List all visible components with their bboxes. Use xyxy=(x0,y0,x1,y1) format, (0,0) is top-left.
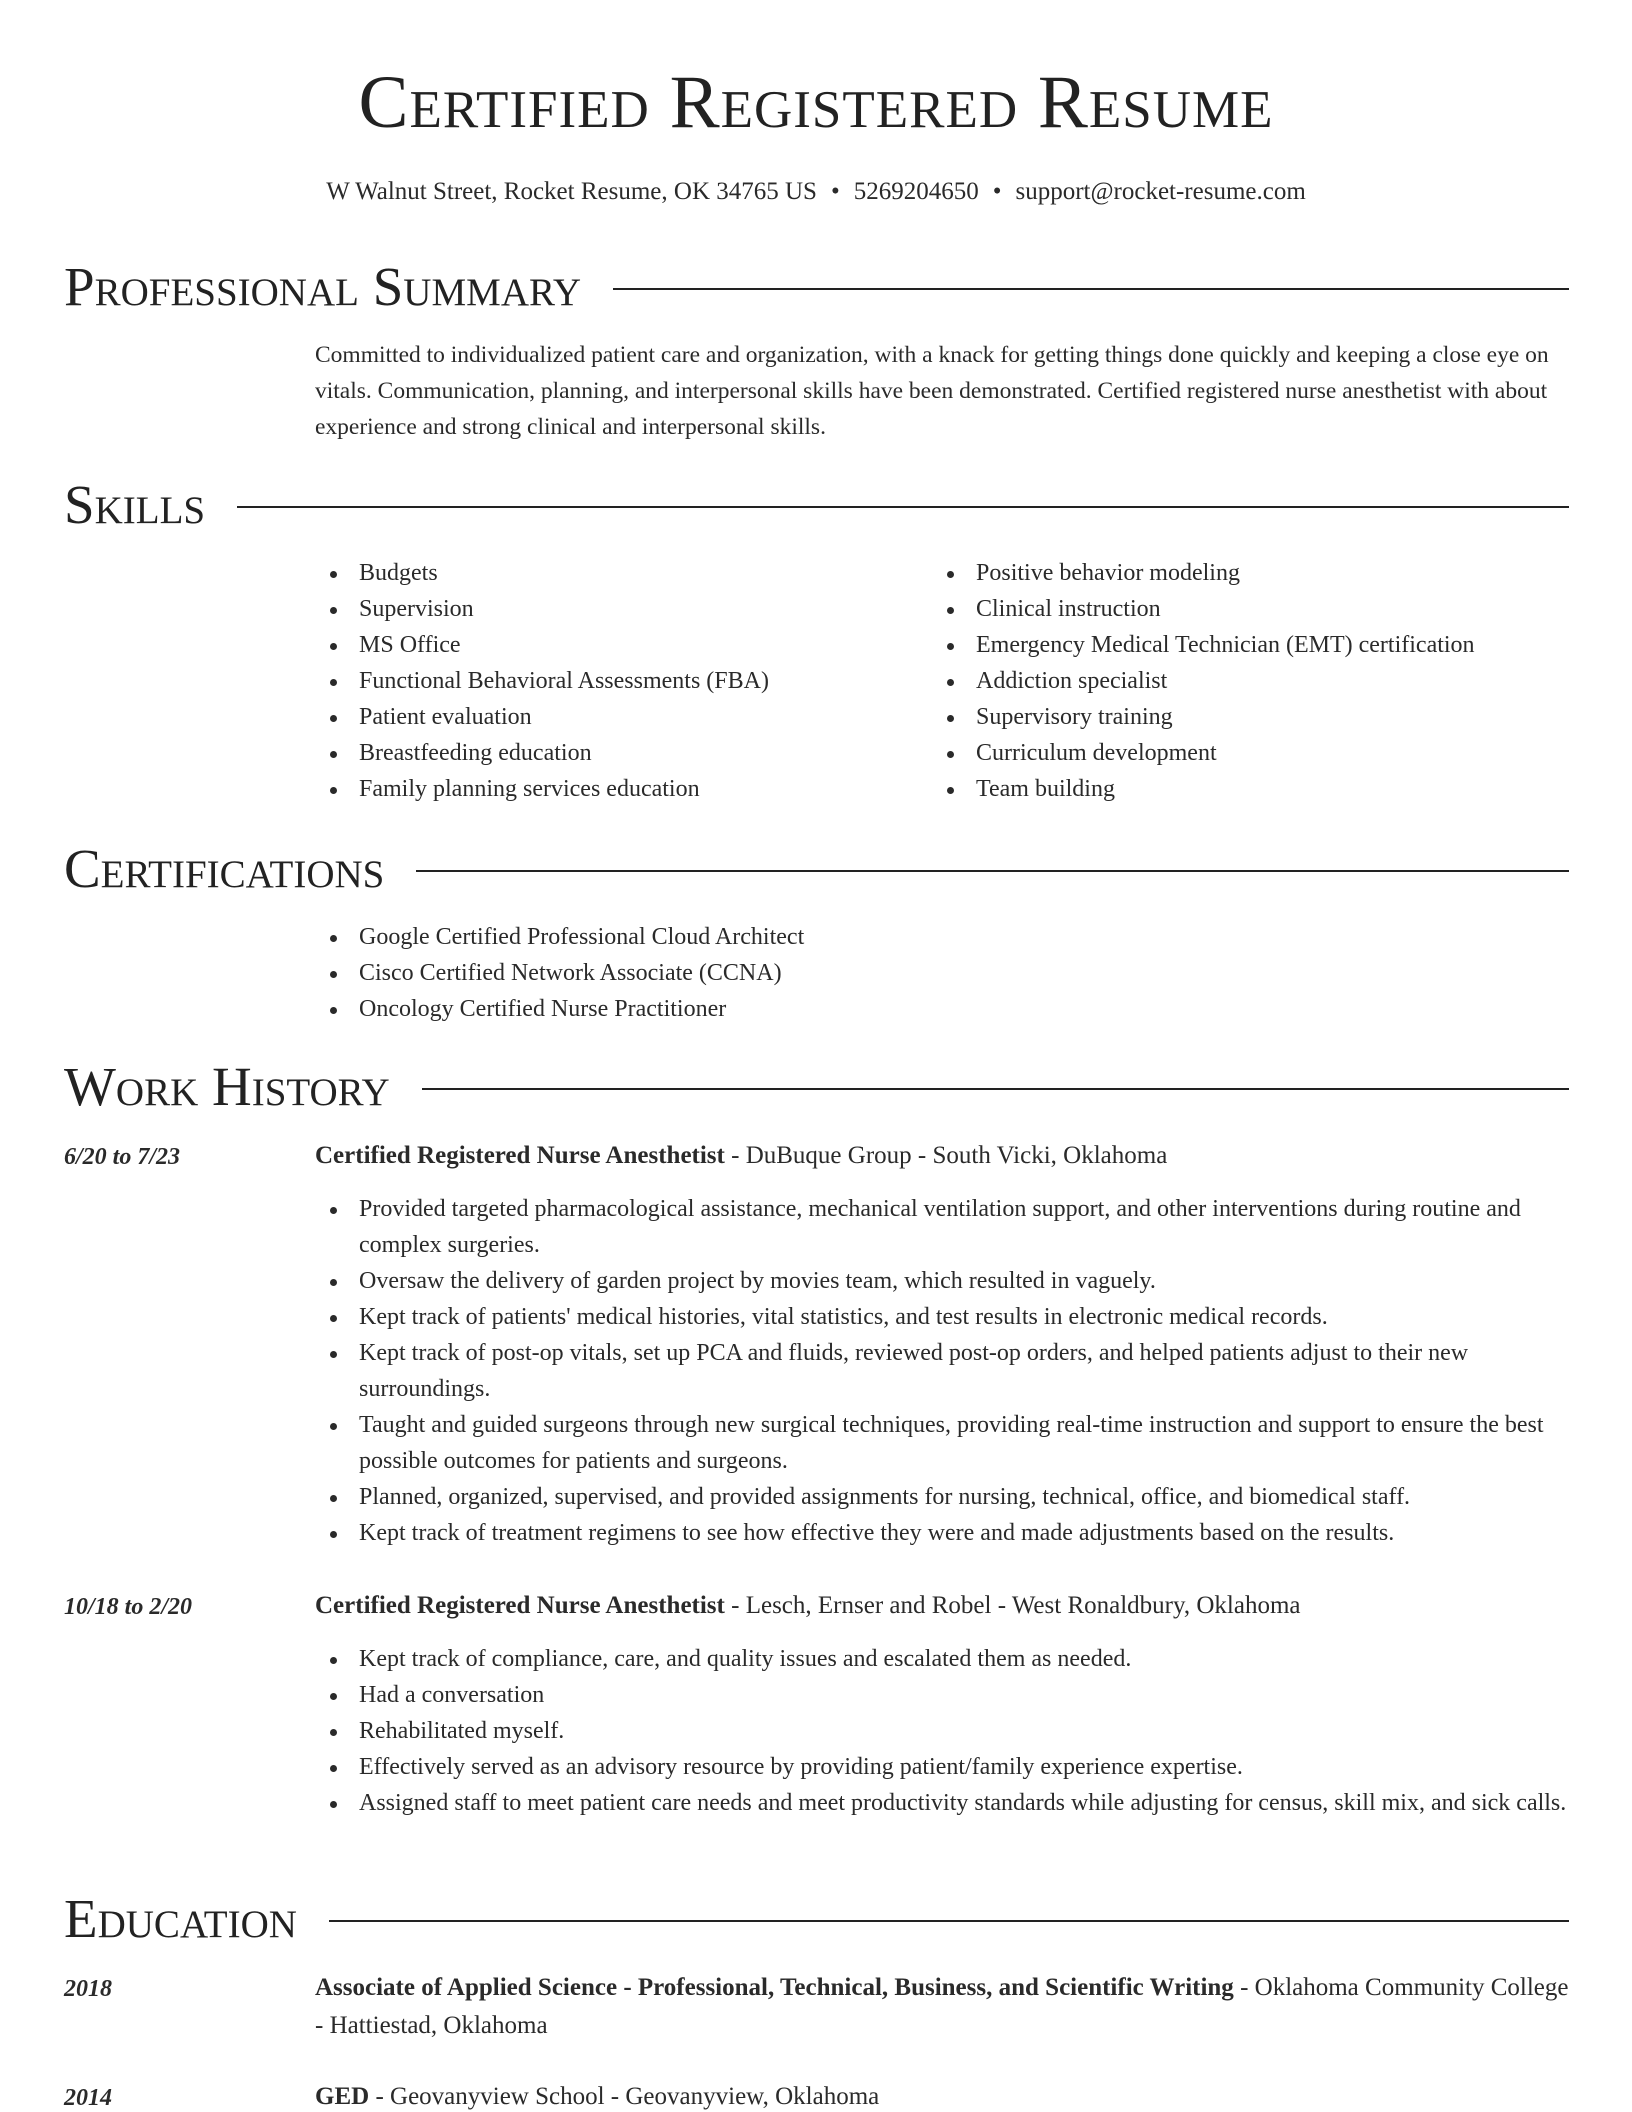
list-item: Functional Behavioral Assessments (FBA) xyxy=(315,663,915,699)
list-item: Oversaw the delivery of garden project by movies team, which resulted in vaguely. xyxy=(315,1263,1570,1299)
list-item: Provided targeted pharmacological assistance, mechanical ventilation support, and other interventions during routine and complex surgeries. xyxy=(315,1191,1570,1263)
summary-text: Committed to individualized patient care and organization, with a knack for getting things done quickly and keeping a close eye on vitals. Communication, planning, and interpersonal skills have been demonstrated. Certified registered nurse anesthetist with about experience and strong clinical and interpersonal skills. xyxy=(315,342,1549,440)
job-dates: 10/18 to 2/20 xyxy=(64,1594,193,1620)
education-rule xyxy=(329,1920,1569,1922)
list-item: Clinical instruction xyxy=(932,591,1572,627)
list-item: Team building xyxy=(932,771,1572,807)
work-title: Work History xyxy=(64,1056,390,1117)
list-item: Addiction specialist xyxy=(932,663,1572,699)
education-year: 2014 xyxy=(64,2085,112,2111)
list-item: Kept track of post-op vitals, set up PCA and fluids, reviewed post-op orders, and helped patients adjust to their new surroundings. xyxy=(315,1335,1570,1407)
list-item: MS Office xyxy=(315,627,915,663)
list-item: Kept track of patients' medical histories, vital statistics, and test results in electronic medical records. xyxy=(315,1299,1570,1335)
summary-title: Professional Summary xyxy=(64,256,582,317)
job-bullets xyxy=(315,1641,1570,1821)
contact-email: support@rocket-resume.com xyxy=(1015,178,1306,205)
education-entry xyxy=(315,2078,1570,2112)
job-details: - Lesch, Ernser and Robel - West Ronaldbury, Oklahoma xyxy=(724,1592,1301,1619)
list-item: Family planning services education xyxy=(315,771,915,807)
skills-list-left xyxy=(315,555,915,807)
list-item: Curriculum development xyxy=(932,735,1572,771)
work-rule xyxy=(422,1088,1569,1090)
education-heading xyxy=(64,1886,1569,1952)
list-item: Assigned staff to meet patient care needs and meet productivity standards while adjusting for census, skill mix, and sick calls. xyxy=(315,1785,1570,1821)
education-entry xyxy=(315,1969,1570,2045)
contact-phone: 5269204650 xyxy=(853,178,979,205)
education-details: - Oklahoma Community College - Hattiestad, Oklahoma xyxy=(315,1974,1569,2039)
job-heading xyxy=(315,1587,1570,1625)
certifications-title: Certifications xyxy=(64,838,385,899)
summary-rule xyxy=(613,288,1569,290)
skills-title: Skills xyxy=(64,474,206,535)
contact-address: W Walnut Street, Rocket Resume, OK 34765 US xyxy=(326,178,817,205)
education-degree: Associate of Applied Science - Professional, Technical, Business, and Scientific Writing xyxy=(315,1974,1234,2001)
summary-heading xyxy=(64,254,1569,320)
list-item: Budgets xyxy=(315,555,915,591)
job-heading xyxy=(315,1137,1570,1175)
job-details: - DuBuque Group - South Vicki, Oklahoma xyxy=(724,1142,1168,1169)
education-year: 2018 xyxy=(64,1976,112,2002)
resume-name: Certified Registered Resume xyxy=(358,61,1274,144)
job-bullets xyxy=(315,1191,1570,1551)
list-item: Kept track of compliance, care, and quality issues and escalated them as needed. xyxy=(315,1641,1570,1677)
list-item: Positive behavior modeling xyxy=(932,555,1572,591)
job-role: Certified Registered Nurse Anesthetist xyxy=(315,1592,725,1619)
list-item: Effectively served as an advisory resource by providing patient/family experience expertise. xyxy=(315,1749,1570,1785)
job-dates: 6/20 to 7/23 xyxy=(64,1144,181,1170)
list-item: Taught and guided surgeons through new surgical techniques, providing real-time instruction and support to ensure the best possible outcomes for patients and surgeons. xyxy=(315,1407,1570,1479)
list-item: Had a conversation xyxy=(315,1677,1570,1713)
list-item: Oncology Certified Nurse Practitioner xyxy=(315,991,1570,1027)
list-item: Emergency Medical Technician (EMT) certification xyxy=(932,627,1572,663)
list-item: Patient evaluation xyxy=(315,699,915,735)
contact-separator: • xyxy=(830,178,840,205)
list-item: Planned, organized, supervised, and provided assignments for nursing, technical, office, and biomedical staff. xyxy=(315,1479,1570,1515)
skills-list-right xyxy=(932,555,1572,807)
education-details: - Geovanyview School - Geovanyview, Oklahoma xyxy=(369,2083,880,2110)
list-item: Rehabilitated myself. xyxy=(315,1713,1570,1749)
list-item: Breastfeeding education xyxy=(315,735,915,771)
contact-separator: • xyxy=(992,178,1002,205)
list-item: Supervision xyxy=(315,591,915,627)
education-title: Education xyxy=(64,1888,297,1949)
job-role: Certified Registered Nurse Anesthetist xyxy=(315,1142,725,1169)
certifications-list xyxy=(315,919,1570,1027)
list-item: Google Certified Professional Cloud Architect xyxy=(315,919,1570,955)
education-degree: GED xyxy=(315,2083,370,2110)
list-item: Kept track of treatment regimens to see how effective they were and made adjustments based on the results. xyxy=(315,1515,1570,1551)
certifications-heading xyxy=(64,836,1569,902)
certifications-rule xyxy=(416,870,1569,872)
skills-heading xyxy=(64,472,1569,538)
work-heading xyxy=(64,1054,1569,1120)
contact-line xyxy=(0,175,1632,209)
skills-rule xyxy=(237,506,1569,508)
list-item: Supervisory training xyxy=(932,699,1572,735)
list-item: Cisco Certified Network Associate (CCNA) xyxy=(315,955,1570,991)
